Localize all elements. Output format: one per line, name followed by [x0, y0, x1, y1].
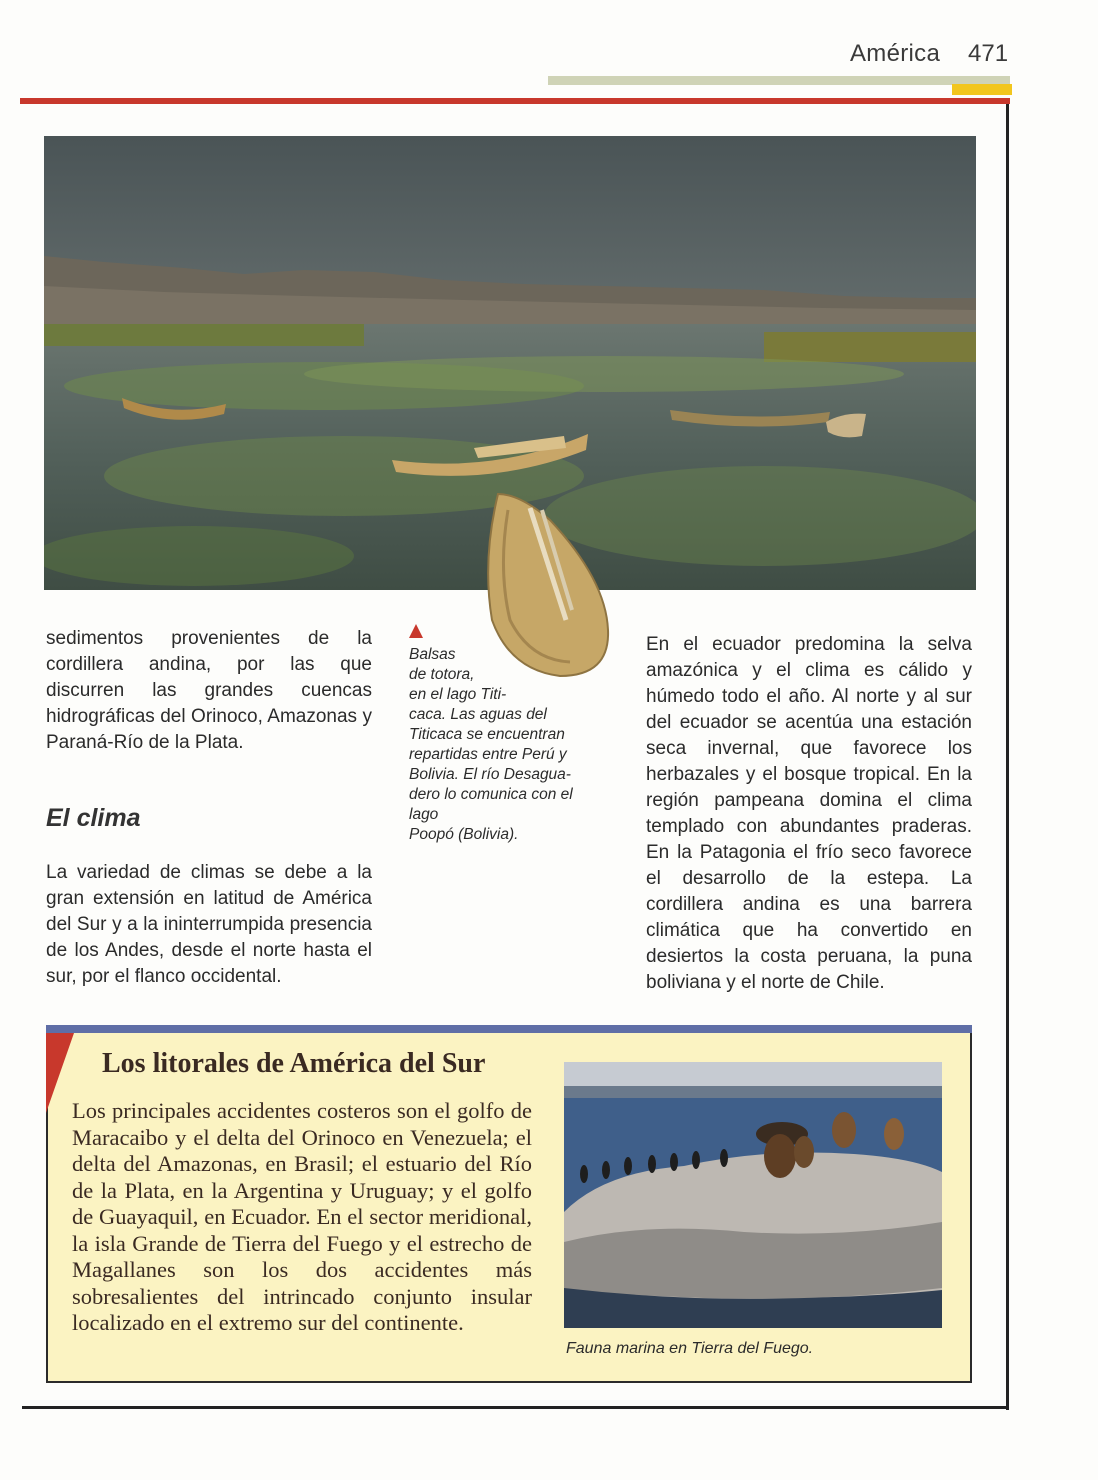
box-top-bar: [46, 1025, 972, 1033]
page-number: 471: [968, 40, 1009, 67]
left-column-intro-text: sedimentos provenientes de la cordillera andina, por las que discurren las grandes cuencas hidrográficas del Orinoco, Amazonas y Paraná-Río de la Plata.: [46, 628, 372, 753]
sea-lion-photo: [564, 1062, 942, 1328]
clima-heading: El clima: [46, 804, 141, 832]
header-gray-bar: [548, 76, 1010, 85]
bottom-border-line: [22, 1406, 1008, 1409]
header-yellow-bar: [952, 84, 1012, 95]
section-label: América: [850, 40, 941, 67]
box-corner-triangle: [46, 1033, 74, 1113]
caption-triangle-icon: [409, 624, 423, 638]
box-paragraph: Los principales accidentes costeros son el golfo de Maracaibo y el delta del Orinoco en Venezuela; el delta del Amazonas, en Brasil; el estuario del Río de la Plata, en la Argentina y Uruguay; y el golfo de Guayaquil, en Ecuador. En el sector meridional, la isla Grande de Tierra del Fuego y el estrecho de Magallanes son los dos accidentes más sobresalientes del intrincado conjunto insular localizado en el extremo sur del continente.: [72, 1098, 532, 1335]
lake-photo-caption: Balsas de totora, en el lago Titi- caca. Las aguas del Titicaca se encuentran repartidas entre Perú y Bolivia. El río Desagua- dero lo comunica con el lago Poopó (Bolivia).: [409, 646, 573, 843]
sea-lion-photo-caption: Fauna marina en Tierra del Fuego.: [566, 1340, 814, 1357]
header-red-rule: [20, 98, 1010, 104]
clima-paragraph: La variedad de climas se debe a la gran extensión en latitud de América del Sur y a la ininterrumpida presencia de los Andes, desde el norte hasta el sur, por el flanco occidental.: [46, 862, 372, 987]
right-column-text: En el ecuador predomina la selva amazónica y el clima es cálido y húmedo todo el año. Al norte y al sur del ecuador se acentúa una estación seca invernal, que favorece los herbazales y el bosque tropical. En la región pampeana domina el clima templado con abundantes praderas. En la Patagonia el frío seco favorece el desarrollo de la estepa. La cordillera andina es una barrera climática que ha convertido en desiertos la costa peruana, la puna boliviana y el norte de Chile.: [646, 634, 972, 993]
right-border-line: [1006, 104, 1009, 1410]
box-title: Los litorales de América del Sur: [102, 1048, 486, 1079]
